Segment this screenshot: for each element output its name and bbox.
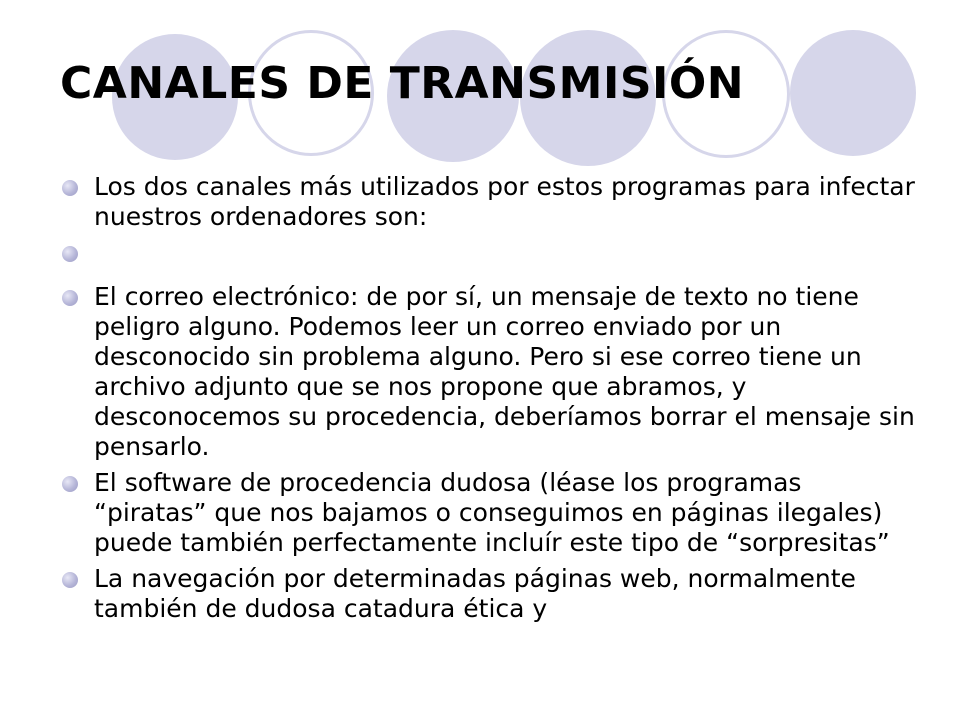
bullet-item bbox=[60, 238, 920, 268]
bullet-item bbox=[60, 172, 920, 232]
bullet-icon bbox=[62, 246, 78, 262]
bullet-item bbox=[60, 564, 920, 624]
bullet-text: La navegación por determinadas páginas web, normalmente también de dudosa catadura ética y bbox=[94, 564, 856, 623]
bullet-icon bbox=[62, 476, 78, 492]
bullet-list bbox=[60, 172, 920, 630]
bullet-item bbox=[60, 282, 920, 462]
bullet-text: Los dos canales más utilizados por estos programas para infectar nuestros ordenadores son: bbox=[94, 172, 915, 231]
bullet-icon bbox=[62, 572, 78, 588]
bullet-text: El software de procedencia dudosa (léase los programas “piratas” que nos bajamos o conseguimos en páginas ilegales) puede también perfectamente incluír este tipo de “sorpresitas” bbox=[94, 468, 890, 557]
decorative-circle bbox=[790, 30, 916, 156]
slide-title: CANALES DE TRANSMISIÓN bbox=[60, 58, 745, 109]
bullet-icon bbox=[62, 290, 78, 306]
bullet-icon bbox=[62, 180, 78, 196]
bullet-text: El correo electrónico: de por sí, un mensaje de texto no tiene peligro alguno. Podemos leer un correo enviado por un desconocido sin problema alguno. Pero si ese correo tiene un archivo adjunto que se nos propone que abramos, y desconocemos su procedencia, deberíamos borrar el mensaje sin pensarlo. bbox=[94, 282, 915, 461]
bullet-item bbox=[60, 468, 920, 558]
